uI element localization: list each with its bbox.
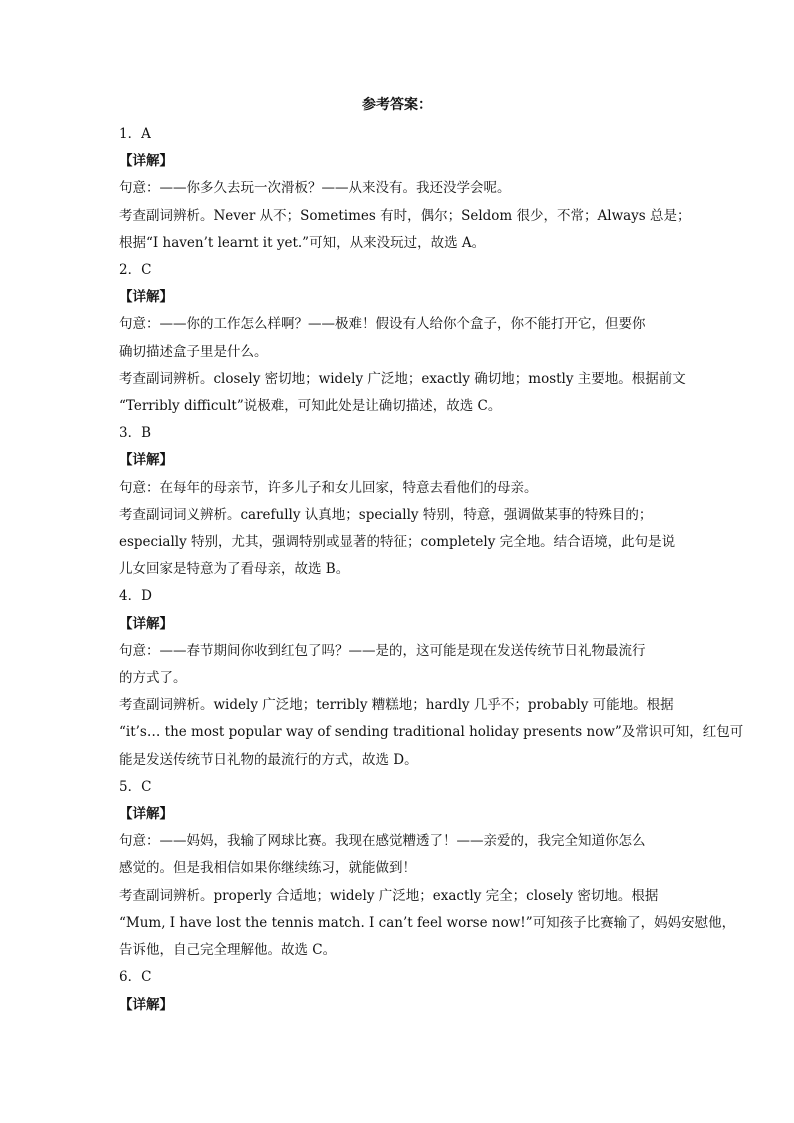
explanation-line: 考查副词辨析。widely 广泛地；terribly 糟糕地；hardly 几乎不；probably 可能地。根据 <box>119 697 674 714</box>
answer-item <box>119 257 686 420</box>
explanation-line: especially 特别，尤其，强调特别或显著的特征；completely 完全地。结合语境，此句是说 <box>119 534 676 551</box>
explanation-line: 儿女回家是特意为了看母亲，故选 B。 <box>119 561 350 578</box>
explanation-line: 能是发送传统节日礼物的最流行的方式，故选 D。 <box>119 751 418 768</box>
answer-item <box>119 964 679 1018</box>
explanation-line: 的方式了。 <box>119 670 187 687</box>
page-title: 参考答案： <box>362 97 432 113</box>
detail-label: 【详解】 <box>119 996 173 1013</box>
explanation-line: 确切描述盒子里是什么。 <box>119 343 268 360</box>
explanation-line: “Mum, I have lost the tennis match. I can’t feel worse now!”可知孩子比赛输了，妈妈安慰他， <box>119 914 736 931</box>
detail-label: 【详解】 <box>119 452 173 469</box>
detail-label: 【详解】 <box>119 615 173 632</box>
explanation-line: 感觉的。但是我相信如果你继续练习，就能做到！ <box>119 860 416 877</box>
explanation-line: 根据“I haven’t learnt it yet.”可知，从来没玩过，故选 A。 <box>119 234 486 251</box>
explanation-line: 句意：在每年的母亲节，许多儿子和女儿回家，特意去看他们的母亲。 <box>119 479 538 496</box>
explanation-line: 句意：——春节期间你收到红包了吗？——是的，这可能是现在发送传统节日礼物最流行 <box>119 642 646 659</box>
answer-number: 4．D <box>119 588 152 605</box>
explanation-line: “Terribly difficult”说极难，可知此处是让确切描述，故选 C。 <box>119 398 502 415</box>
answer-item <box>119 583 744 773</box>
explanation-line: 句意：——妈妈，我输了网球比赛。我现在感觉糟透了！——亲爱的，我完全知道你怎么 <box>119 833 646 850</box>
explanation-line: 考查副词词义辨析。carefully 认真地；specially 特别，特意，强调做某事的特殊目的； <box>119 506 653 523</box>
detail-label: 【详解】 <box>119 806 173 823</box>
explanation-line: 句意：——你多久去玩一次滑板？——从来没有。我还没学会呢。 <box>119 180 511 197</box>
explanation-line: 考查副词辨析。properly 合适地；widely 广泛地；exactly 完全；closely 密切地。根据 <box>119 887 659 904</box>
explanation-line: 告诉他，自己完全理解他。故选 C。 <box>119 942 337 959</box>
answer-number: 2．C <box>119 262 152 279</box>
explanation-line: “it’s… the most popular way of sending traditional holiday presents now”及常识可知，红包可 <box>119 724 744 741</box>
answer-number: 3．B <box>119 425 152 442</box>
answer-item <box>119 121 691 257</box>
answer-item <box>119 420 679 583</box>
answer-number: 1．A <box>119 126 151 142</box>
explanation-line: 考查副词辨析。Never 从不；Sometimes 有时，偶尔；Seldom 很少，不常；Always 总是； <box>119 207 691 224</box>
answer-number: 6．C <box>119 969 152 986</box>
answer-list <box>119 121 744 1019</box>
answer-number: 5．C <box>119 778 152 795</box>
explanation-line: 句意：——你的工作怎么样啊？——极难！假设有人给你个盒子，你不能打开它，但要你 <box>119 316 646 333</box>
explanation-line: 考查副词辨析。closely 密切地；widely 广泛地；exactly 确切地；mostly 主要地。根据前文 <box>119 370 686 387</box>
detail-label: 【详解】 <box>119 289 173 306</box>
detail-label: 【详解】 <box>119 153 173 170</box>
answer-item <box>119 774 736 964</box>
